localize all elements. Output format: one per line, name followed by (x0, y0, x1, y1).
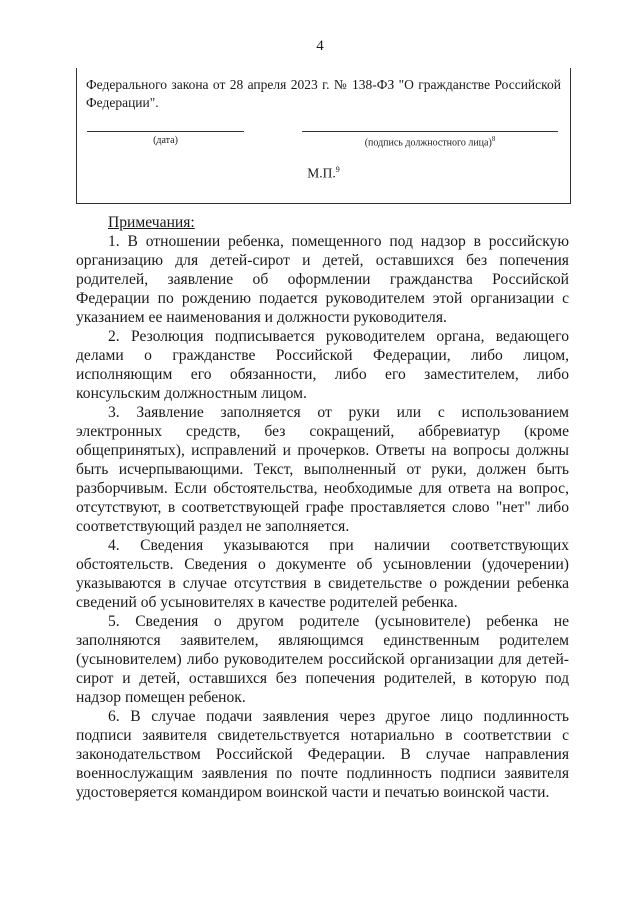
form-signature-box (76, 68, 571, 204)
stamp-label: М.П. (307, 165, 336, 181)
note-item-1: 1. В отношении ребенка, помещенного под надзор в российскую организацию для детей-сирот и детей, оставшихся без попечения родителей, заявление об оформлении гражданства Российской Федерации по рождению подается руководителем этой организации с указанием ее наименования и должности руководителя. (76, 233, 569, 326)
note-item-4: 4. Сведения указываются при наличии соответствующих обстоятельств. Сведения о документе об усыновлении (удочерении) указываются в случае отсутствия в свидетельстве о рождении ребенка сведений об усыновителях в качестве родителей ребенка. (76, 537, 569, 611)
stamp-footnote-marker: 9 (335, 165, 340, 174)
stamp-placeholder (77, 165, 570, 182)
note-item-2: 2. Резолюция подписывается руководителем органа, ведающего делами о гражданстве Российской Федерации, либо лицом, исполняющим его обязанности, либо его заместителем, либо консульским должностным лицом. (76, 328, 569, 402)
notes-heading: Примечания: (108, 214, 195, 231)
form-box-text: Федерального закона от 28 апреля 2023 г. № 138-ФЗ "О гражданстве Российской Федерации". (86, 77, 561, 110)
notes-section (76, 213, 569, 802)
note-item-6: 6. В случае подачи заявления через другое лицо подлинность подписи заявителя свидетельствуется нотариально в соответствии с законодательством Российской Федерации. В случае направления военнослужащим заявления по почте подлинность подписи заявителя удостоверяется командиром воинской части и печатью воинской части. (76, 708, 569, 801)
date-line (87, 131, 244, 132)
date-caption (87, 135, 244, 146)
signature-caption-text: (подпись должностного лица) (364, 137, 492, 149)
note-item-3: 3. Заявление заполняется от руки или с использованием электронных средств, без сокращений, аббревиатур (кроме общепринятых), исправлений и прочерков. Ответы на вопросы должны быть исчерпывающими. Текст, выполненный от руки, должен быть разборчивым. Если обстоятельства, необходимые для ответа на вопрос, отсутствуют, в соответствующей графе проставляется слово "нет" либо соответствующий раздел не заполняется. (76, 404, 569, 535)
date-caption-text: (дата) (153, 135, 178, 146)
signature-line (302, 131, 558, 132)
page-number: 4 (316, 38, 324, 54)
note-item-5: 5. Сведения о другом родителе (усыновителе) ребенка не заполняются заявителем, являющимся единственным родителем (усыновителем) либо руководителем российской организации для детей-сирот и детей, оставшихся без попечения родителей, в которую под надзор помещен ребенок. (76, 613, 569, 706)
signature-footnote-marker: 8 (491, 135, 496, 143)
signature-caption (302, 135, 558, 148)
